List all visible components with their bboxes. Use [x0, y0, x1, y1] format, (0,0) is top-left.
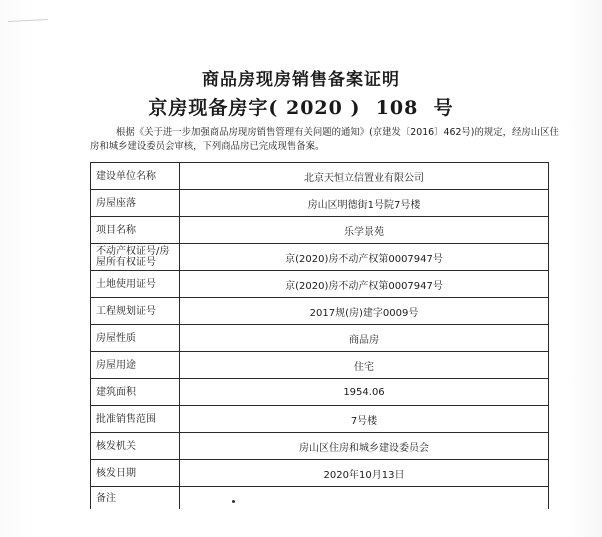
certificate-number: 京房现备房字( 2020 ) 108 号 [148, 97, 454, 119]
table-row [91, 190, 549, 217]
row-label: 房屋性质 [91, 325, 180, 352]
row-label: 批准销售范围 [91, 406, 180, 433]
table-row [91, 379, 549, 406]
row-value: 2017规(房)建字0009号 [180, 298, 549, 325]
row-label: 不动产权证号/房屋所有权证号 [91, 244, 180, 271]
row-value: 京(2020)房不动产权第0007947号 [180, 244, 549, 271]
row-label: 项目名称 [91, 217, 180, 244]
certificate-title: 商品房现房销售备案证明 [202, 70, 400, 90]
table-row [91, 433, 549, 460]
row-value: 1954.06 [180, 379, 549, 406]
row-value: 商品房 [180, 325, 549, 352]
row-label: 备注 [91, 487, 180, 510]
row-value: 2020年10月13日 [180, 460, 549, 487]
table-row [91, 460, 549, 487]
table-row [91, 487, 549, 510]
row-label: 工程规划证号 [91, 298, 180, 325]
table-row [91, 298, 549, 325]
row-value: 7号楼 [180, 406, 549, 433]
certificate-table [90, 162, 549, 509]
row-label: 房屋用途 [91, 352, 180, 379]
row-value: 北京天恒立信置业有限公司 [180, 163, 549, 190]
table-row [91, 406, 549, 433]
row-value: 京(2020)房不动产权第0007947号 [180, 271, 549, 298]
row-label: 土地使用证号 [91, 271, 180, 298]
row-label: 房屋座落 [91, 190, 180, 217]
row-label: 建设单位名称 [91, 163, 180, 190]
table-row [91, 163, 549, 190]
row-label: 建筑面积 [91, 379, 180, 406]
row-value: 住宅 [180, 352, 549, 379]
table-row [91, 352, 549, 379]
row-value: 乐学景苑 [180, 217, 549, 244]
row-value: 房山区住房和城乡建设委员会 [180, 433, 549, 460]
row-value [180, 487, 549, 510]
row-label: 核发日期 [91, 460, 180, 487]
table-row [91, 244, 549, 271]
row-label: 核发机关 [91, 433, 180, 460]
row-value: 房山区明德街1号院7号楼 [180, 190, 549, 217]
intro-paragraph: 根据《关于进一步加强商品房现房销售管理有关问题的通知》(京建发〔2016〕462号)的规定，经房山区住房和城乡建设委员会审核，下列商品房已完成现售备案。 [90, 127, 559, 152]
scan-speck [232, 500, 235, 503]
table-row [91, 217, 549, 244]
table-row [91, 325, 549, 352]
table-row [91, 271, 549, 298]
